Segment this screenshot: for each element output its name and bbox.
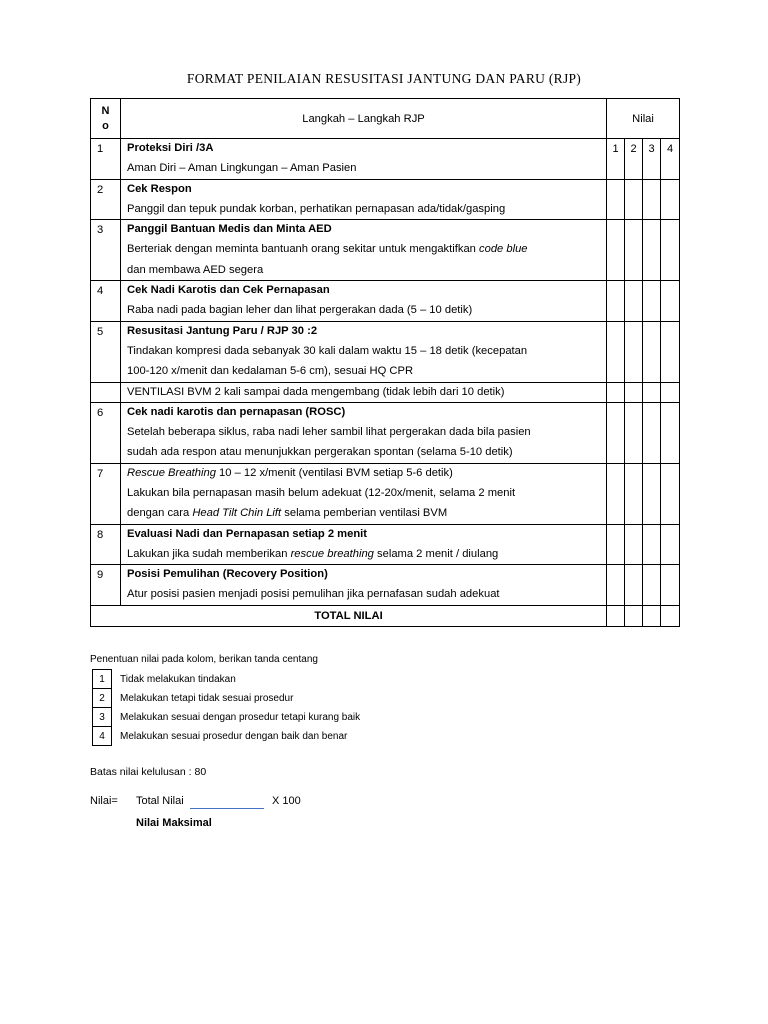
formula-numerator: Total Nilai <box>136 795 184 807</box>
step-line <box>127 260 600 281</box>
score-checkbox-cell[interactable] <box>625 220 643 281</box>
step-number: 9 <box>91 565 121 606</box>
step-text: Rescue Breathing <box>127 466 216 479</box>
score-checkbox-cell[interactable] <box>607 524 625 565</box>
step-text: Cek Nadi Karotis dan Cek Pernapasan <box>127 284 330 296</box>
step-row <box>91 524 680 565</box>
step-line <box>127 483 600 504</box>
step-text: Panggil dan tepuk pundak korban, perhatikan pernapasan ada/tidak/gasping <box>127 202 506 215</box>
step-line <box>127 239 600 260</box>
score-checkbox-cell[interactable] <box>625 321 643 382</box>
step-description <box>121 524 607 565</box>
step-number: 2 <box>91 179 121 220</box>
total-score-cell[interactable] <box>625 605 643 626</box>
step-row <box>91 463 680 524</box>
legend-row <box>93 689 361 708</box>
step-line <box>127 422 600 443</box>
step-row <box>91 281 680 322</box>
step-text: Posisi Pemulihan (Recovery Position) <box>127 568 328 580</box>
step-text: sudah ada respon atau menunjukkan pergerakan spontan (selama 5-10 detik) <box>127 446 513 458</box>
score-checkbox-cell[interactable] <box>661 281 680 322</box>
score-checkbox-cell[interactable] <box>607 382 625 402</box>
score-checkbox-cell[interactable] <box>625 565 643 606</box>
step-row <box>91 402 680 463</box>
step-text: 10 – 12 x/menit (ventilasi BVM setiap 5-6 detik) <box>215 466 453 479</box>
step-text: VENTILASI BVM 2 kali sampai dada mengembang (tidak lebih dari 10 detik) <box>127 385 505 398</box>
legend-number: 4 <box>93 727 112 746</box>
score-checkbox-cell[interactable] <box>643 565 661 606</box>
table-header-row <box>91 99 680 139</box>
no-header-line1: N <box>101 104 110 117</box>
step-line <box>127 180 600 199</box>
step-description <box>121 382 607 402</box>
step-number: 4 <box>91 281 121 322</box>
step-line <box>127 525 600 544</box>
step-text: Aman Diri – Aman Lingkungan – Aman Pasien <box>127 162 357 174</box>
score-checkbox-cell[interactable]: 2 <box>625 139 643 180</box>
step-line <box>127 565 600 584</box>
step-row <box>91 179 680 220</box>
step-row <box>91 139 680 180</box>
assessment-table <box>90 98 680 627</box>
step-line <box>127 139 600 158</box>
score-checkbox-cell[interactable] <box>661 565 680 606</box>
score-checkbox-cell[interactable] <box>607 321 625 382</box>
fraction-bar <box>190 808 264 809</box>
score-checkbox-cell[interactable] <box>643 382 661 402</box>
score-checkbox-cell[interactable] <box>607 281 625 322</box>
score-checkbox-cell[interactable] <box>625 382 643 402</box>
step-line <box>127 341 600 362</box>
score-checkbox-cell[interactable] <box>625 524 643 565</box>
step-text: Lakukan bila pernapasan masih belum adekuat (12-20x/menit, selama 2 menit <box>127 486 516 499</box>
step-line <box>127 300 600 321</box>
step-number: 5 <box>91 321 121 382</box>
step-number: 1 <box>91 139 121 180</box>
score-checkbox-cell[interactable] <box>643 402 661 463</box>
legend-description: Melakukan sesuai dengan prosedur tetapi kurang baik <box>120 711 361 723</box>
score-checkbox-cell[interactable] <box>643 281 661 322</box>
formula-multiplier: X 100 <box>272 795 301 807</box>
score-checkbox-cell[interactable] <box>625 179 643 220</box>
legend-row <box>93 708 361 727</box>
no-column-header <box>91 99 121 139</box>
step-number <box>91 382 121 402</box>
step-text: Atur posisi pasien menjadi posisi pemulihan jika pernafasan sudah adekuat <box>127 588 500 600</box>
step-description <box>121 281 607 322</box>
step-text: Berteriak dengan meminta bantuanh orang sekitar untuk mengaktifkan <box>127 243 479 255</box>
step-row <box>91 565 680 606</box>
step-line <box>127 281 600 300</box>
step-text: Cek Respon <box>127 182 192 195</box>
total-row <box>91 605 680 626</box>
step-text: Raba nadi pada bagian leher dan lihat pergerakan dada (5 – 10 detik) <box>127 304 473 316</box>
score-checkbox-cell[interactable]: 3 <box>643 139 661 180</box>
step-number: 3 <box>91 220 121 281</box>
step-description <box>121 179 607 220</box>
score-checkbox-cell[interactable] <box>661 179 680 220</box>
score-checkbox-cell[interactable] <box>607 220 625 281</box>
score-checkbox-cell[interactable] <box>661 382 680 402</box>
step-text: Panggil Bantuan Medis dan Minta AED <box>127 223 332 235</box>
score-checkbox-cell[interactable] <box>661 402 680 463</box>
step-description <box>121 321 607 382</box>
legend-row <box>93 727 361 746</box>
total-score-cell[interactable] <box>661 605 680 626</box>
pass-limit-text: Batas nilai kelulusan : 80 <box>90 766 207 778</box>
step-line <box>127 584 600 605</box>
step-text: Cek nadi karotis dan pernapasan (ROSC) <box>127 405 346 418</box>
step-number: 7 <box>91 463 121 524</box>
step-text: selama 2 menit / diulang <box>373 547 499 560</box>
step-text: selama pemberian ventilasi BVM <box>281 507 448 519</box>
step-row <box>91 220 680 281</box>
legend-description: Melakukan sesuai prosedur dengan baik dan benar <box>120 730 348 742</box>
score-checkbox-cell[interactable] <box>643 220 661 281</box>
step-row <box>91 321 680 382</box>
step-text: dengan cara <box>127 507 193 519</box>
score-checkbox-cell[interactable] <box>607 565 625 606</box>
step-text: dan membawa AED segera <box>127 263 264 276</box>
document-title: FORMAT PENILAIAN RESUSITASI JANTUNG DAN PARU (RJP) <box>186 71 582 86</box>
step-text: Setelah beberapa siklus, raba nadi leher sambil lihat pergerakan dada bila pasien <box>127 425 531 438</box>
score-checkbox-cell[interactable] <box>643 524 661 565</box>
step-line <box>127 442 600 463</box>
step-text: Proteksi Diri /3A <box>127 142 214 154</box>
step-text: Lakukan jika sudah memberikan <box>127 547 291 560</box>
step-text: Head Tilt Chin Lift <box>192 507 282 519</box>
score-checkbox-cell[interactable] <box>643 321 661 382</box>
step-description <box>121 402 607 463</box>
step-description <box>121 463 607 524</box>
legend-row <box>93 670 361 689</box>
step-line <box>127 403 600 422</box>
step-line <box>127 464 600 483</box>
score-checkbox-cell[interactable] <box>661 220 680 281</box>
score-checkbox-cell[interactable] <box>625 402 643 463</box>
total-label: TOTAL NILAI <box>91 605 607 626</box>
step-description <box>121 220 607 281</box>
score-checkbox-cell[interactable] <box>661 463 680 524</box>
score-checkbox-cell[interactable] <box>607 179 625 220</box>
score-checkbox-cell[interactable] <box>643 463 661 524</box>
step-description <box>121 565 607 606</box>
step-text: Resusitasi Jantung Paru / RJP 30 :2 <box>127 324 318 337</box>
step-number: 6 <box>91 402 121 463</box>
total-score-cell[interactable] <box>607 605 625 626</box>
score-checkbox-cell[interactable]: 1 <box>607 139 625 180</box>
score-legend <box>92 669 361 746</box>
score-checkbox-cell[interactable] <box>607 402 625 463</box>
score-checkbox-cell[interactable] <box>607 463 625 524</box>
legend-number: 3 <box>93 708 112 727</box>
score-checkbox-cell[interactable] <box>661 524 680 565</box>
score-checkbox-cell[interactable]: 4 <box>661 139 680 180</box>
steps-column-header: Langkah – Langkah RJP <box>121 99 607 139</box>
step-text: Tindakan kompresi dada sebanyak 30 kali dalam waktu 15 – 18 detik (kecepatan <box>127 344 528 357</box>
score-formula <box>90 795 390 835</box>
step-row <box>91 382 680 402</box>
step-line <box>127 158 600 179</box>
step-number: 8 <box>91 524 121 565</box>
step-line <box>127 544 600 565</box>
legend-number: 2 <box>93 689 112 708</box>
step-line <box>127 383 600 402</box>
step-line <box>127 503 600 524</box>
score-checkbox-cell[interactable] <box>643 179 661 220</box>
step-text: Evaluasi Nadi dan Pernapasan setiap 2 menit <box>127 527 368 540</box>
step-text: code blue <box>479 243 528 255</box>
scoring-instruction: Penentuan nilai pada kolom, berikan tanda centang <box>90 654 318 665</box>
score-column-header: Nilai <box>607 99 680 139</box>
no-header-line2: o <box>102 119 109 132</box>
score-checkbox-cell[interactable] <box>625 281 643 322</box>
formula-denominator: Nilai Maksimal <box>136 817 212 829</box>
score-checkbox-cell[interactable] <box>625 463 643 524</box>
legend-description: Tidak melakukan tindakan <box>120 673 236 685</box>
legend-number: 1 <box>93 670 112 689</box>
legend-description: Melakukan tetapi tidak sesuai prosedur <box>120 692 294 704</box>
step-description <box>121 139 607 180</box>
step-text: rescue breathing <box>290 547 374 560</box>
step-line <box>127 322 600 341</box>
formula-label: Nilai= <box>90 795 118 807</box>
step-line <box>127 220 600 239</box>
step-line <box>127 361 600 382</box>
step-text: 100-120 x/menit dan kedalaman 5-6 cm), sesuai HQ CPR <box>127 365 414 377</box>
step-line <box>127 199 600 220</box>
score-checkbox-cell[interactable] <box>661 321 680 382</box>
total-score-cell[interactable] <box>643 605 661 626</box>
